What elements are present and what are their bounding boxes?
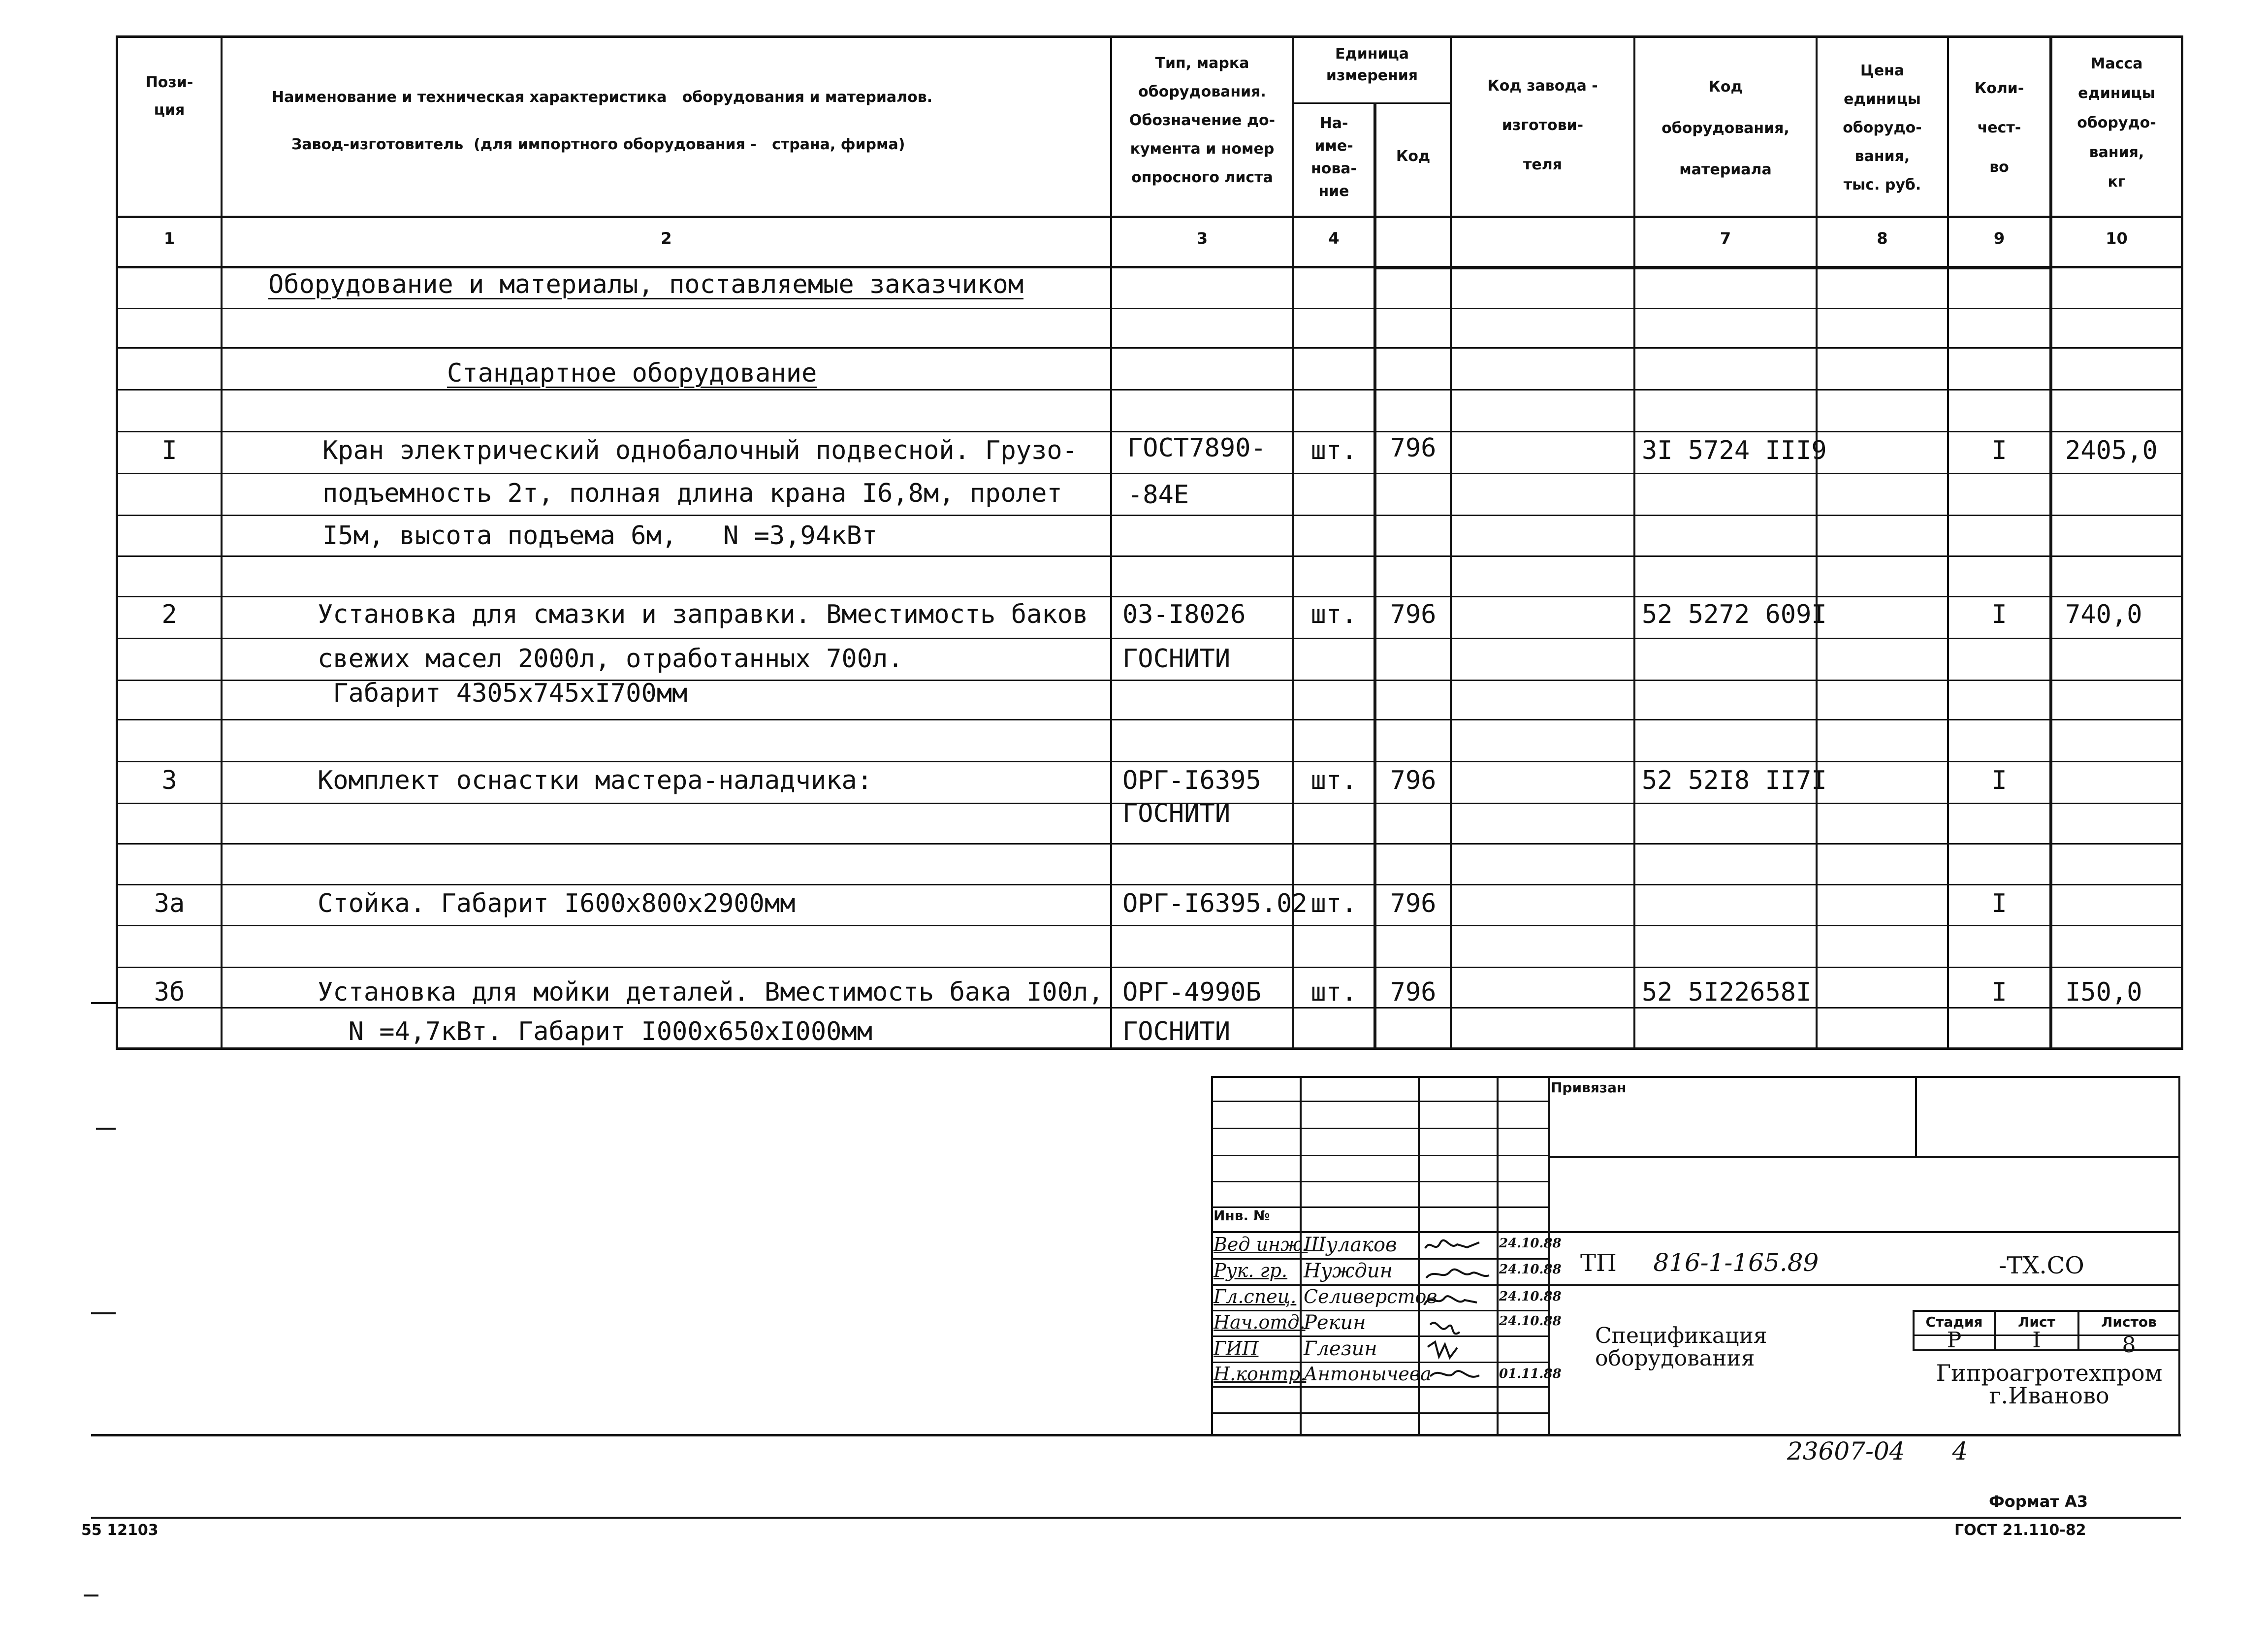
section-standard: Стандартное оборудование <box>447 358 817 388</box>
sign-date: 01.11.88 <box>1499 1367 1562 1381</box>
header-unit-name: На- име- нова- ние <box>1310 115 1357 200</box>
organization: Гипроагротехпром г.Иваново <box>1936 1360 2163 1409</box>
row-item-code: 3I 5724 III9 <box>1642 436 1827 465</box>
document-title: Спецификация оборудования <box>1595 1323 1767 1371</box>
header-position: Пози- ция <box>145 74 193 119</box>
left-code: 55 12103 <box>81 1522 159 1539</box>
sheets-label: Листов <box>2101 1314 2157 1330</box>
person-name: Рекин <box>1304 1311 1366 1334</box>
row-mass: 740,0 <box>2065 600 2142 629</box>
margin-tick <box>84 1595 98 1596</box>
row-position: 3 <box>161 766 177 795</box>
row-doc: ГОСНИТИ <box>1122 799 1231 828</box>
row-doc: ОРГ-I6395.02 <box>1122 889 1308 918</box>
privyazan-label: Привязан <box>1551 1079 1627 1096</box>
footer-line <box>91 1517 2181 1519</box>
row-unit: шт. <box>1310 436 1357 465</box>
sheet-value: I <box>2032 1328 2041 1353</box>
person-name: Глезин <box>1304 1337 1377 1360</box>
header-type: Тип, марка оборудования. Обозначение до- кумента и номер опросного листа <box>1129 55 1276 186</box>
column-number: 1 <box>163 229 175 248</box>
header-unit-group: Единица измерения <box>1326 45 1418 84</box>
row-position: 2 <box>161 600 177 629</box>
signature-scribble <box>1420 1234 1494 1386</box>
role-label: Рук. гр. <box>1214 1260 1288 1281</box>
row-mass: I50,0 <box>2065 977 2142 1007</box>
archive-number: 23607-04 4 <box>1787 1437 1968 1465</box>
row-doc: ОРГ-I6395 <box>1122 766 1261 795</box>
sign-date: 24.10.88 <box>1499 1236 1562 1251</box>
stage-label: Стадия <box>1925 1314 1983 1330</box>
header-item-code: Код оборудования, материала <box>1661 78 1789 178</box>
sign-date: 24.10.88 <box>1499 1289 1562 1304</box>
row-description: Стойка. Габарит I600х800х2900мм <box>318 889 796 918</box>
format-label: Формат А3 <box>1989 1492 2088 1511</box>
row-doc: ГОСНИТИ <box>1122 644 1231 674</box>
row-description: Комплект оснастки мастера-наладчика: <box>318 766 873 795</box>
row-mass: 2405,0 <box>2065 436 2158 465</box>
header-price: Цена единицы оборудо- вания, тыс. руб. <box>1843 62 1922 194</box>
row-doc: 03-I8026 <box>1122 600 1246 629</box>
row-item-code: 52 5I22658I <box>1642 977 1812 1007</box>
column-number: 10 <box>2106 229 2128 248</box>
row-unit: шт. <box>1310 766 1357 795</box>
row-unit-code: 796 <box>1390 766 1437 795</box>
row-description: N =4,7кВт. Габарит I000х650хI000мм <box>318 1017 873 1046</box>
role-label: Нач.отд. <box>1214 1311 1306 1333</box>
column-number: 2 <box>661 229 672 248</box>
row-unit-code: 796 <box>1390 977 1437 1007</box>
row-unit-code: 796 <box>1390 889 1437 918</box>
row-unit: шт. <box>1310 600 1357 629</box>
row-item-code: 52 5272 609I <box>1642 600 1827 629</box>
row-unit: шт. <box>1310 977 1357 1007</box>
margin-tick <box>96 1128 116 1130</box>
row-unit-code: 796 <box>1390 600 1437 629</box>
column-number: 7 <box>1720 229 1731 248</box>
row-unit: шт. <box>1310 889 1357 918</box>
person-name: Шулаков <box>1304 1234 1397 1256</box>
sign-date: 24.10.88 <box>1499 1262 1562 1277</box>
section-customer-supplied: Оборудование и материалы, поставляемые заказчиком <box>268 270 1024 299</box>
header-name: Наименование и техническая характеристика оборудования и материалов. Завод-изготовитель (для импортного оборудования - страна, фирма) <box>272 89 933 153</box>
header-unit-code: Код <box>1396 148 1431 165</box>
role-label: Н.контр. <box>1214 1363 1307 1385</box>
row-doc: ОРГ-4990Б <box>1122 977 1261 1007</box>
column-number: 8 <box>1877 229 1888 248</box>
row-description: Кран электрический однобалочный подвесной. Грузо- <box>322 436 1078 465</box>
column-number: 3 <box>1196 229 1208 248</box>
column-number: 9 <box>1993 229 2005 248</box>
sign-date: 24.10.88 <box>1499 1314 1562 1329</box>
row-description: Установка для мойки деталей. Вместимость бака I00л, <box>318 977 1104 1007</box>
role-label: ГИП <box>1214 1337 1259 1359</box>
inventory-number-label: Инв. № <box>1214 1207 1270 1224</box>
row-doc: -84Е <box>1127 480 1189 510</box>
row-description: подъемность 2т, полная длина крана I6,8м, пролет <box>322 479 1062 508</box>
role-label: Гл.спец. <box>1214 1286 1297 1307</box>
row-unit-code: 796 <box>1390 433 1437 463</box>
header-mass: Масса единицы оборудо- вания, кг <box>2077 55 2156 191</box>
stage-value: Р <box>1947 1328 1962 1353</box>
row-quantity: I <box>1991 766 2007 795</box>
row-quantity: I <box>1991 600 2007 629</box>
row-doc: ГОСТ7890- <box>1127 433 1266 463</box>
header-quantity: Коли- чест- во <box>1974 80 2024 176</box>
row-item-code: 52 52I8 II7I <box>1642 766 1827 795</box>
row-quantity: I <box>1991 889 2007 918</box>
sheet-label: Лист <box>2018 1314 2055 1330</box>
gost-label: ГОСТ 21.110-82 <box>1954 1522 2086 1539</box>
margin-tick <box>91 1002 116 1004</box>
row-description: Установка для смазки и заправки. Вместимость баков <box>318 600 1088 629</box>
row-description: свежих масел 2000л, отработанных 700л. <box>318 644 903 674</box>
header-manufacturer-code: Код завода - изготови- теля <box>1487 77 1598 173</box>
document-suffix: -ТХ.СО <box>1999 1252 2084 1279</box>
row-quantity: I <box>1991 977 2007 1007</box>
sheets-value: 8 <box>2122 1333 2136 1358</box>
document-code: ТП 816-1-165.89 <box>1580 1248 1819 1277</box>
row-position: 3а <box>154 889 185 918</box>
person-name: Селиверстов <box>1304 1286 1437 1307</box>
margin-tick <box>91 1312 116 1314</box>
row-description: Габарит 4305х745хI700мм <box>318 679 688 708</box>
row-quantity: I <box>1991 436 2007 465</box>
row-position: I <box>161 436 177 465</box>
row-doc: ГОСНИТИ <box>1122 1017 1231 1046</box>
person-name: Нуждин <box>1304 1260 1393 1282</box>
row-position: 3б <box>154 977 185 1007</box>
person-name: Антонычева <box>1304 1363 1432 1385</box>
role-label: Вед инж. <box>1214 1234 1308 1255</box>
column-number: 4 <box>1328 229 1340 248</box>
row-description: I5м, высота подъема 6м, N =3,94кВт <box>322 521 878 551</box>
